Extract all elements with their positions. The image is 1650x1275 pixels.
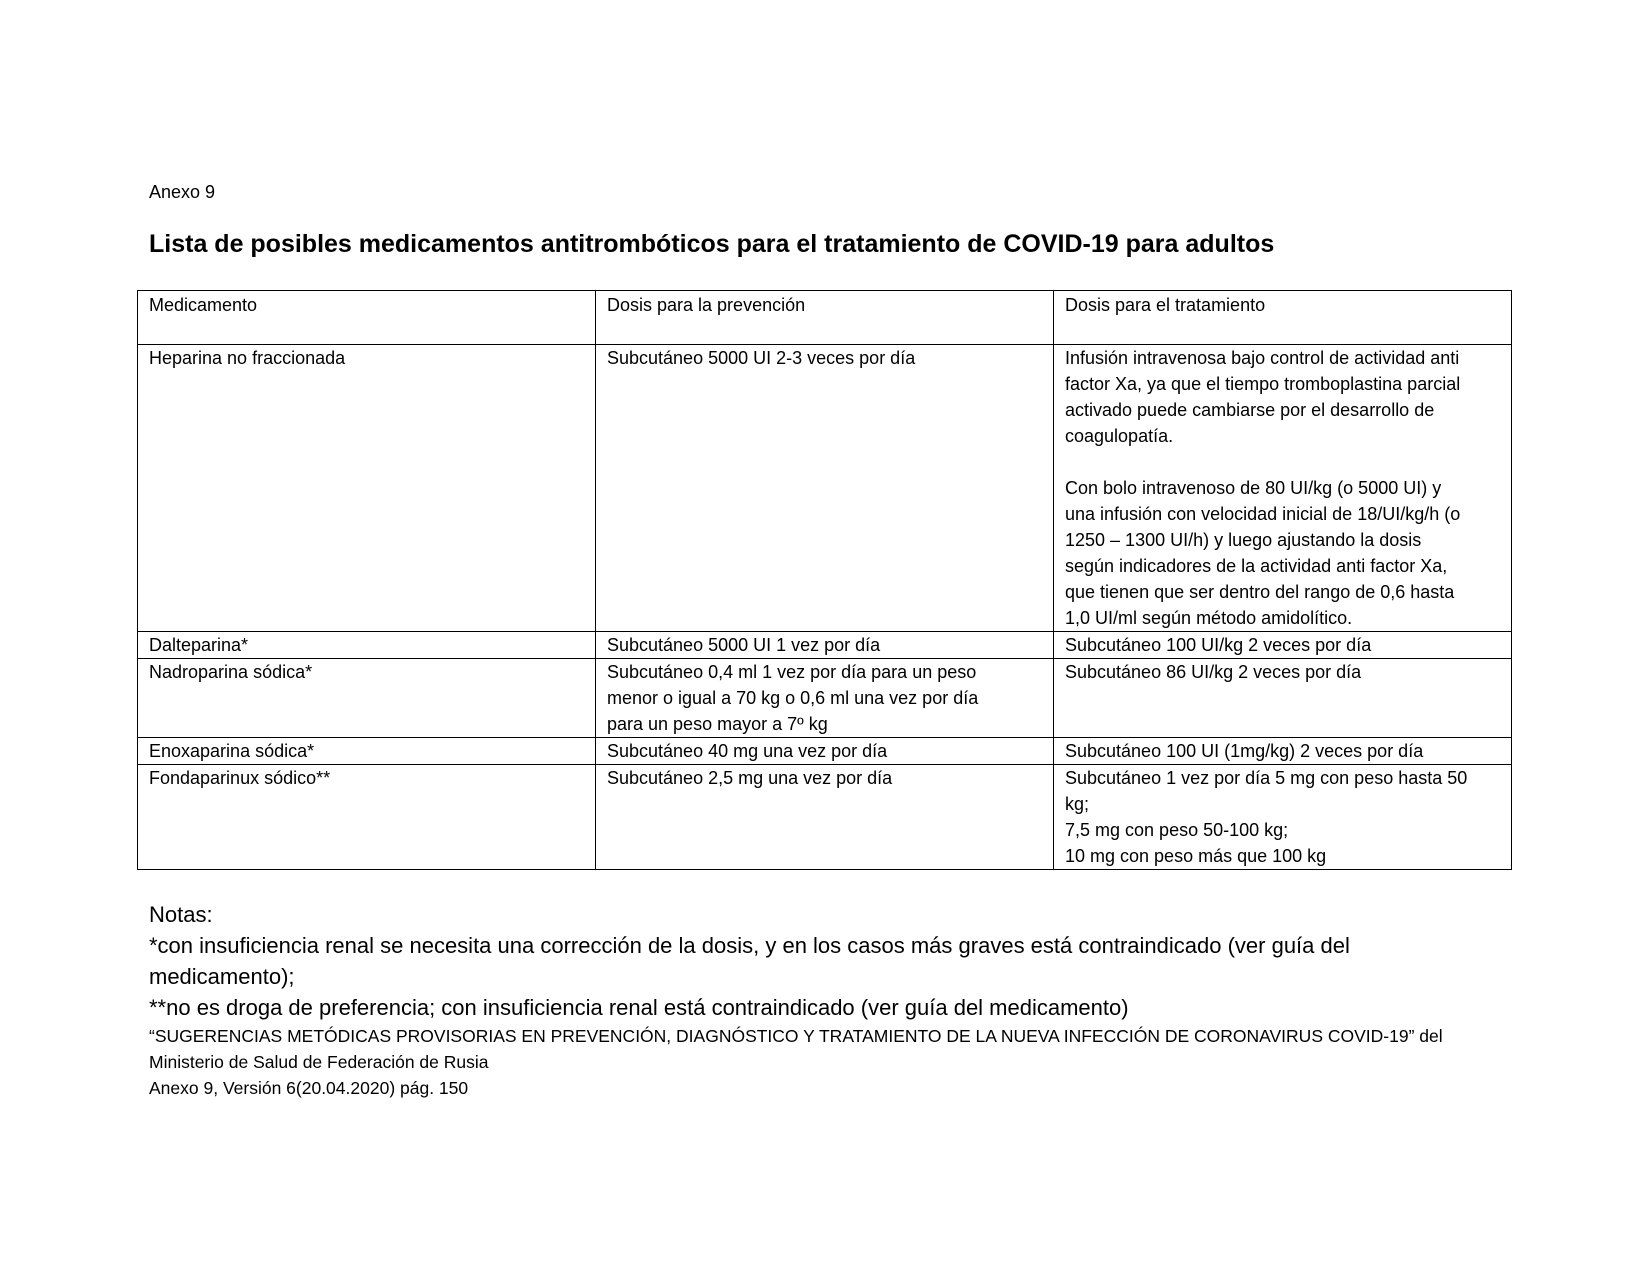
treatment-line: activado puede cambiarse por el desarrollo de: [1065, 400, 1435, 420]
table-row: [138, 345, 1512, 632]
table-row: [138, 738, 1512, 765]
table-row: [138, 659, 1512, 738]
drug-cell: Dalteparina*: [138, 632, 596, 659]
prevention-cell: Subcutáneo 40 mg una vez por día: [596, 738, 1054, 765]
treatment-line: 1,0 UI/ml según método amidolítico.: [1065, 608, 1353, 628]
note-single-asterisk: *con insuficiencia renal se necesita una corrección de la dosis, y en los casos más graves está contraindicado (ver guía del: [149, 933, 1350, 958]
header-dosis-tratamiento: Dosis para el tratamiento: [1054, 291, 1512, 345]
drug-cell: Fondaparinux sódico**: [138, 765, 596, 870]
notes-heading: Notas:: [149, 902, 213, 927]
treatment-line: 1250 – 1300 UI/h) y luego ajustando la dosis: [1065, 530, 1422, 550]
treatment-cell: [1054, 345, 1512, 632]
header-medicamento: Medicamento: [138, 291, 596, 345]
treatment-line: Infusión intravenosa bajo control de actividad anti: [1065, 348, 1460, 368]
treatment-line: Con bolo intravenoso de 80 UI/kg (o 5000 UI) y: [1065, 478, 1442, 498]
medication-table: [137, 290, 1512, 870]
treatment-cell: Subcutáneo 86 UI/kg 2 veces por día: [1054, 659, 1512, 738]
table-row: [138, 765, 1512, 870]
prevention-cell: Subcutáneo 5000 UI 2-3 veces por día: [596, 345, 1054, 632]
source-citation: “SUGERENCIAS METÓDICAS PROVISORIAS EN PREVENCIÓN, DIAGNÓSTICO Y TRATAMIENTO DE LA NUEVA INFECCIÓN DE CORONAVIRUS COVID-19” del: [149, 1026, 1443, 1046]
treatment-line: kg;: [1065, 794, 1090, 814]
note-single-asterisk-cont: medicamento);: [149, 964, 295, 989]
prevention-cell: Subcutáneo 2,5 mg una vez por día: [596, 765, 1054, 870]
drug-cell: Heparina no fraccionada: [138, 345, 596, 632]
note-double-asterisk: **no es droga de preferencia; con insuficiencia renal está contraindicado (ver guía del medicamento): [149, 995, 1129, 1020]
treatment-cell: Subcutáneo 100 UI/kg 2 veces por día: [1054, 632, 1512, 659]
header-dosis-prevencion: Dosis para la prevención: [596, 291, 1054, 345]
source-version: Anexo 9, Versión 6(20.04.2020) pág. 150: [149, 1078, 469, 1098]
prevention-cell: [596, 659, 1054, 738]
prevention-line: menor o igual a 70 kg o 0,6 ml una vez por día: [607, 688, 979, 708]
treatment-line: factor Xa, ya que el tiempo tromboplastina parcial: [1065, 374, 1461, 394]
treatment-cell: [1054, 765, 1512, 870]
treatment-line: 10 mg con peso más que 100 kg: [1065, 846, 1327, 866]
table-row: [138, 632, 1512, 659]
paragraph-gap: [1065, 449, 1501, 475]
treatment-line: una infusión con velocidad inicial de 18/UI/kg/h (o: [1065, 504, 1461, 524]
treatment-line: que tienen que ser dentro del rango de 0,6 hasta: [1065, 582, 1455, 602]
notes-section: [149, 899, 1589, 1101]
drug-cell: Enoxaparina sódica*: [138, 738, 596, 765]
source-citation-cont: Ministerio de Salud de Federación de Rusia: [149, 1052, 489, 1072]
treatment-line: según indicadores de la actividad anti factor Xa,: [1065, 556, 1448, 576]
treatment-line: Subcutáneo 1 vez por día 5 mg con peso hasta 50: [1065, 768, 1468, 788]
prevention-cell: Subcutáneo 5000 UI 1 vez por día: [596, 632, 1054, 659]
annex-label: Anexo 9: [149, 182, 216, 202]
prevention-line: para un peso mayor a 7º kg: [607, 714, 828, 734]
prevention-line: Subcutáneo 0,4 ml 1 vez por día para un peso: [607, 662, 977, 682]
treatment-line: coagulopatía.: [1065, 426, 1174, 446]
drug-cell: Nadroparina sódica*: [138, 659, 596, 738]
table-header-row: [138, 291, 1512, 345]
treatment-line: 7,5 mg con peso 50-100 kg;: [1065, 820, 1289, 840]
page-title: Lista de posibles medicamentos antitrombóticos para el tratamiento de COVID-19 para adultos: [149, 230, 1275, 258]
treatment-cell: Subcutáneo 100 UI (1mg/kg) 2 veces por día: [1054, 738, 1512, 765]
